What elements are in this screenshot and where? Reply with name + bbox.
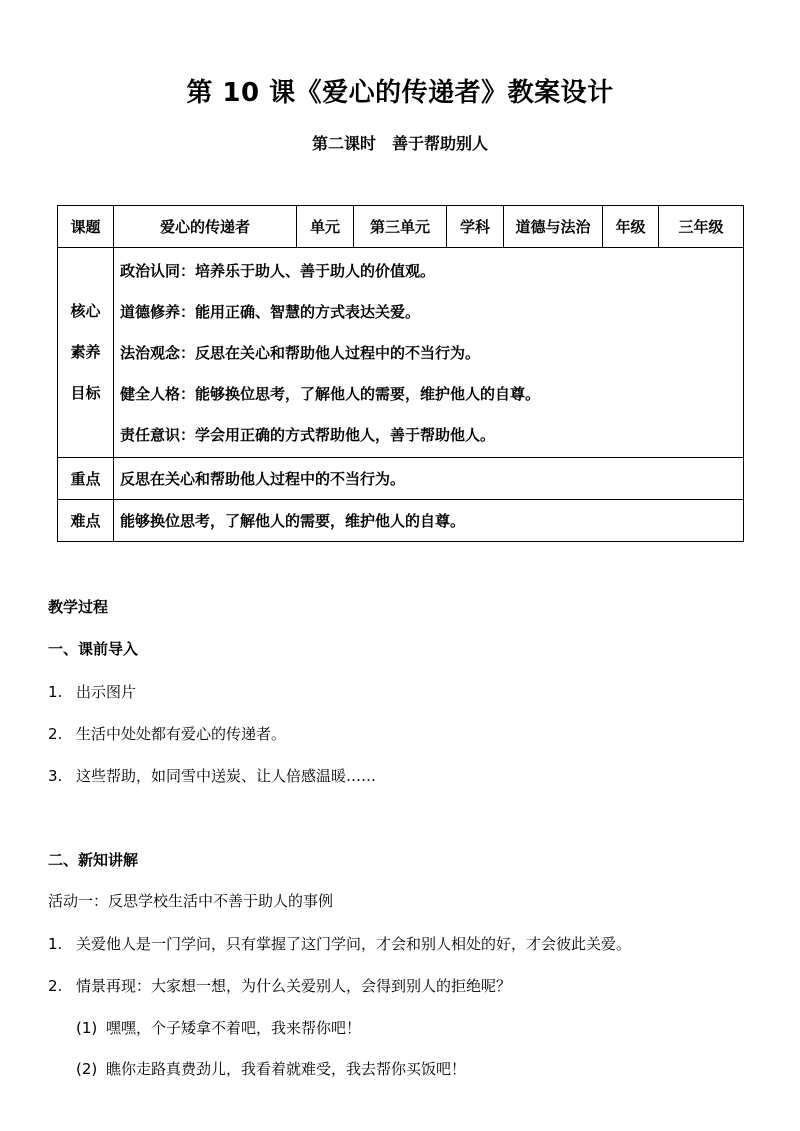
activity-title: 活动一：反思学校生活中不善于助人的事例	[48, 892, 334, 910]
goal-item: 责任意识：学会用正确的方式帮助他人，善于帮助他人。	[120, 426, 496, 444]
header-cell: 爱心的传递者	[114, 206, 297, 248]
list-item	[48, 975, 511, 996]
section1-heading: 一、课前导入	[48, 640, 139, 658]
header-cell: 第三单元	[354, 206, 447, 248]
goals-content-cell	[114, 248, 744, 458]
list-item	[48, 723, 286, 744]
goals-label-line: 核心	[70, 302, 101, 320]
goal-item: 道德修养：能用正确、智慧的方式表达关爱。	[120, 303, 421, 321]
list-item-text: 出示图片	[76, 683, 137, 701]
list-item-text: 这些帮助，如同雪中送炭、让人倍感温暖……	[76, 767, 377, 785]
list-item	[48, 933, 631, 954]
difficult-point-row	[58, 500, 744, 542]
table-header-row	[58, 206, 744, 248]
goals-row	[58, 248, 744, 458]
header-cell: 课题	[58, 206, 114, 248]
list-item-number: 1.	[48, 935, 63, 953]
list-item-number: 2.	[48, 977, 63, 995]
key-point-label: 重点	[58, 458, 114, 500]
document-subtitle: 第二课时 善于帮助别人	[311, 134, 488, 153]
sub-item-number: (1)	[76, 1019, 98, 1037]
process-heading: 教学过程	[48, 598, 109, 616]
key-point-value: 反思在关心和帮助他人过程中的不当行为。	[114, 458, 744, 500]
header-cell: 三年级	[659, 206, 744, 248]
difficult-point-label: 难点	[58, 500, 114, 542]
goal-item: 政治认同：培养乐于助人、善于助人的价值观。	[120, 262, 436, 280]
list-item	[48, 765, 376, 786]
header-cell: 道德与法治	[504, 206, 603, 248]
goals-label-cell	[58, 248, 114, 458]
header-cell: 学科	[447, 206, 504, 248]
list-item	[48, 681, 136, 702]
sub-list-item	[76, 1058, 466, 1079]
goals-label-line: 素养	[70, 343, 101, 361]
section2-heading: 二、新知讲解	[48, 851, 139, 869]
goal-item: 健全人格：能够换位思考，了解他人的需要，维护他人的自尊。	[120, 385, 541, 403]
list-item-number: 2.	[48, 725, 63, 743]
sub-item-text: 嘿嘿，个子矮拿不着吧，我来帮你吧！	[106, 1019, 362, 1037]
goals-label-line: 目标	[70, 384, 101, 402]
list-item-text: 关爱他人是一门学问，只有掌握了这门学问，才会和别人相处的好，才会彼此关爱。	[76, 935, 632, 953]
list-item-text: 情景再现：大家想一想，为什么关爱别人，会得到别人的拒绝呢？	[76, 977, 512, 995]
header-cell: 年级	[603, 206, 659, 248]
difficult-point-value: 能够换位思考，了解他人的需要，维护他人的自尊。	[114, 500, 744, 542]
document-title: 第 10 课《爱心的传递者》教案设计	[186, 78, 614, 108]
lesson-info-table	[57, 205, 744, 542]
list-item-number: 3.	[48, 767, 63, 785]
list-item-text: 生活中处处都有爱心的传递者。	[76, 725, 287, 743]
sub-list-item	[76, 1017, 361, 1038]
list-item-number: 1.	[48, 683, 63, 701]
goal-item: 法治观念：反思在关心和帮助他人过程中的不当行为。	[120, 344, 481, 362]
key-point-row	[58, 458, 744, 500]
sub-item-text: 瞧你走路真费劲儿，我看着就难受，我去帮你买饭吧！	[106, 1060, 467, 1078]
sub-item-number: (2)	[76, 1060, 98, 1078]
header-cell: 单元	[297, 206, 354, 248]
